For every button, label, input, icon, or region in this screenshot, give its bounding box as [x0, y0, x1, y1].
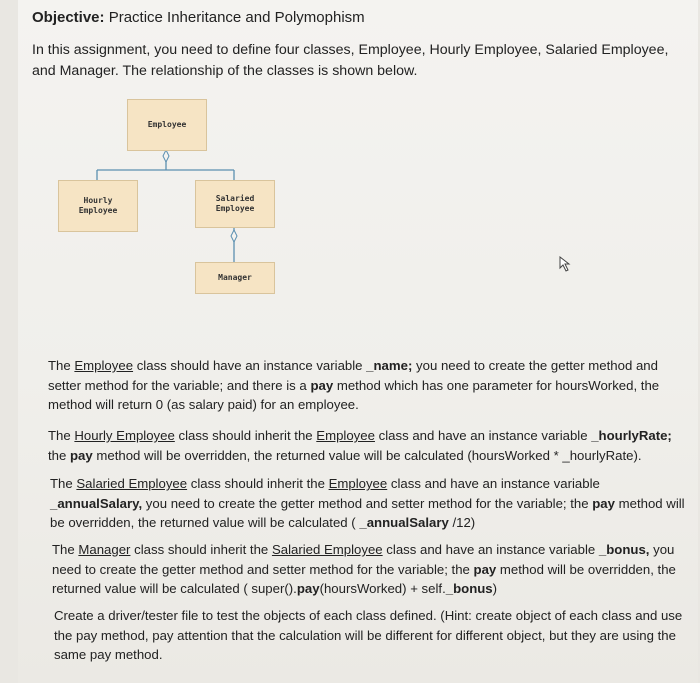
hourly-employee-box: [58, 180, 138, 232]
class-diagram: [18, 0, 698, 330]
employee-box: [127, 99, 207, 151]
salaried-employee-description: The Salaried Employee class should inherit the Employee class and have an instance variable _annualSalary, you need to create the getter method and setter method for the variable; the pay method will be overridden, the returned value will be calculated ( _annualSalary /12): [50, 476, 685, 530]
inheritance-diamond-employee: [163, 150, 169, 162]
employee-description: The Employee class should have an instance variable _name; you need to create the getter method and setter method for the variable; and there is a pay method which has one parameter for hoursWorked, the method will return 0 (as salary paid) for an employee.: [48, 358, 660, 412]
manager-box: [195, 262, 275, 294]
mouse-cursor-icon: [558, 256, 572, 272]
document-page: [18, 0, 698, 683]
employee-box-label: Employee: [147, 120, 187, 129]
hourly-employee-box-label: Hourly Employee: [78, 196, 118, 215]
manager-box-label: Manager: [218, 273, 252, 282]
title-label: Objective:: [32, 9, 105, 26]
intro-paragraph: In this assignment, you need to define four classes, Employee, Hourly Employee, Salaried Employee, and Manager. The relationship of the classes is shown below.: [32, 42, 669, 79]
hourly-employee-description: The Hourly Employee class should inherit the Employee class and have an instance variable _hourlyRate; the pay method will be overridden, the returned value will be calculated (hoursWorked * _hourlyRate).: [48, 428, 672, 463]
salaried-employee-box: [195, 180, 275, 228]
inheritance-diamond-salaried: [231, 230, 237, 242]
title-text: Practice Inheritance and Polymophism: [104, 9, 365, 26]
driver-instructions: Create a driver/tester file to test the objects of each class defined. (Hint: create object of each class and use the pay method, pay attention that the calculation will be different for different object, but they are using the same pay method.: [54, 608, 683, 662]
manager-description: The Manager class should inherit the Salaried Employee class and have an instance variable _bonus, you need to create the getter method and setter method for the variable; the pay method will be overridden, the returned value will be calculated ( super().pay(hoursWorked) + self._bonus): [52, 542, 676, 596]
salaried-employee-box-label: Salaried Employee: [215, 194, 255, 213]
